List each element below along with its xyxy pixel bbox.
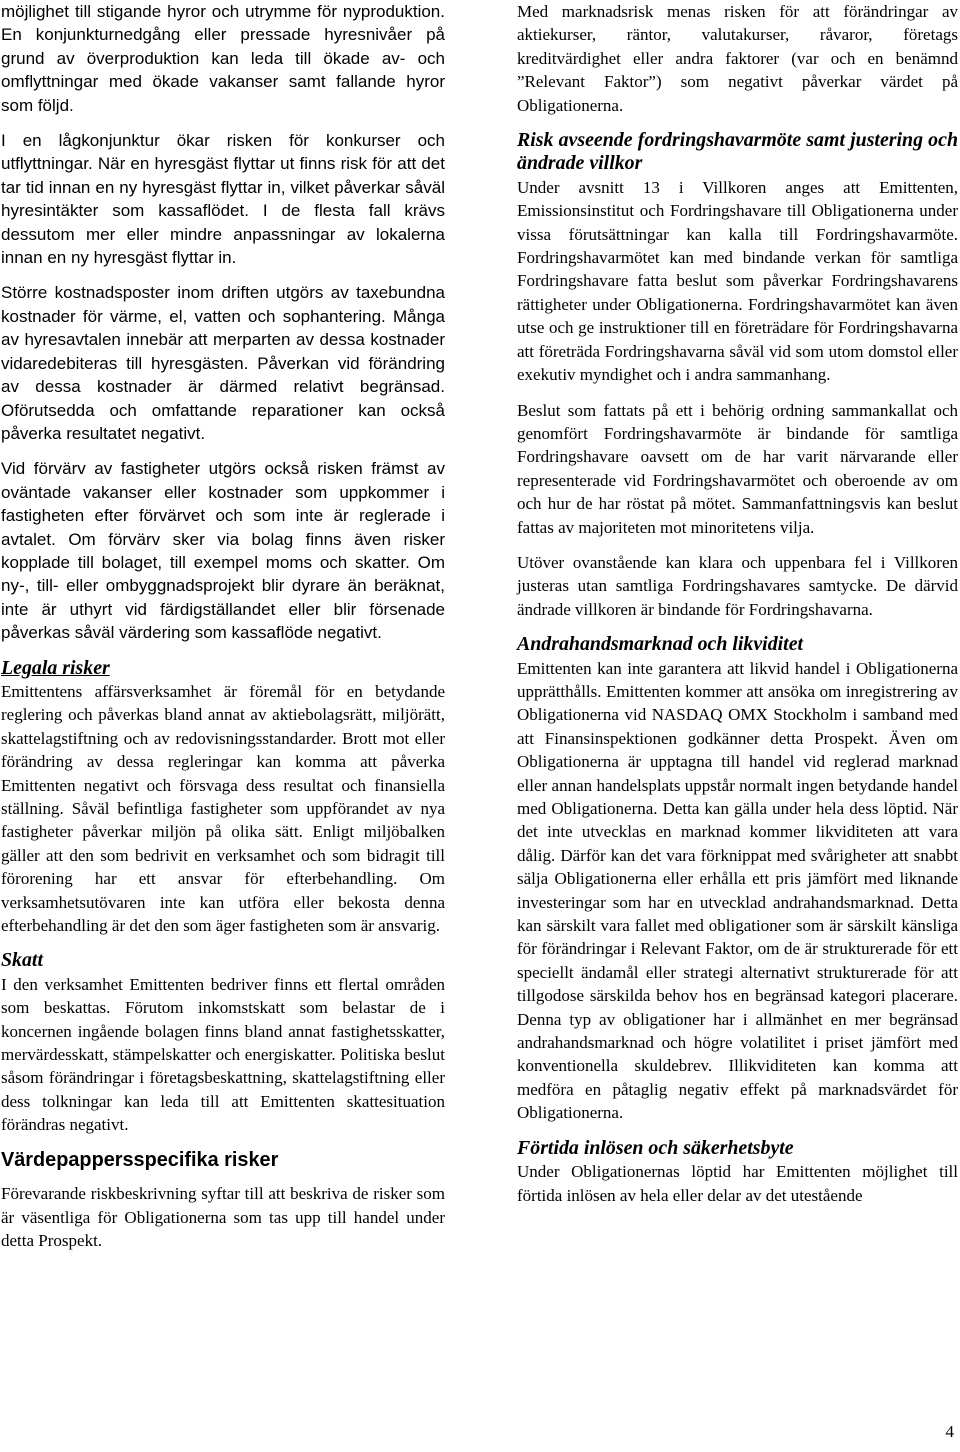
paragraph-securities-risks: Förevarande riskbeskrivning syftar till att beskriva de risker som är väsentliga för Obligationerna som tas upp till handel under detta Prospekt. [1, 1184, 445, 1250]
paragraph-acquisition-risk: Vid förvärv av fastigheter utgörs också risken främst av oväntade vakanser eller kostnader som uppkommer i fastigheten efter förvärvet och som inte är reglerade i avtalet. Om förvärv sker via bolag finns även risker kopplade till bolaget, till exempel moms och skatter. Om ny-, till- eller ombyggnadsprojekt blir dyrare än beräknat, inte är uthyrt vid färdigställandet eller blir försenade påverkas såväl värdering som kassaflöde negativt. [1, 459, 445, 643]
paragraph-market-risk: Med marknadsrisk menas risken för att förändringar av aktiekurser, räntor, valutakurser, råvaror, företags kreditvärdighet eller andra faktorer (var och en benämnd ”Relevant Faktor”) som negativt påverkar värdet på Obligationerna. [517, 2, 958, 115]
heading-bondholder-meeting: Risk avseende fordringshavarmöte samt justering och ändrade villkor [517, 129, 958, 175]
left-column [1, 0, 445, 1264]
heading-securities-risks: Värdepappersspecifika risker [1, 1148, 279, 1171]
right-column [517, 0, 958, 1207]
paragraph-operating-costs: Större kostnadsposter inom driften utgörs av taxebundna kostnader för värme, el, vatten och sophantering. Många av hyresavtalen innebär att merparten av dessa kostnader vidaredebiteras till hyresgästen. Påverkan vid förändring av dessa kostnader är därmed relativt begränsad. Oförutsedda och omfattande reparationer kan också påverka resultatet negativt. [1, 283, 445, 443]
paragraph-binding-decisions: Beslut som fattats på ett i behörig ordning sammankallat och genomfört Fordringshavarmöte är bindande för samtliga Fordringshavare oavsett om de har varit närvarande eller representerade vid Fordringshavarmötet och oberoende av om och hur de har röstat på mötet. Sammanfattningsvis kan beslut fattas av majoriteten mot minoritetens vilja. [517, 400, 958, 537]
paragraph-legal-risks: Emittentens affärsverksamhet är föremål för en betydande reglering och påverkas bland annat av aktiebolagsrätt, miljörätt, skattelagstiftning och av redovisningsstandarder. Brott mot eller förändring av dessa regleringar kan komma att påverka Emittenten negativt och försvaga dess resultat och finansiella ställning. Såväl befintliga fastigheter som uppförandet av nya fastigheter påverkar miljön på olika sätt. Enligt miljöbalken gäller att den som bedrivit en verksamhet och som bidragit till förorening har ett ansvar för efterbehandling. Om verksamhetsutövaren inte kan utföra eller bekosta denna efterbehandling är det den som äger fastigheten som är ansvarig. [1, 681, 445, 936]
paragraph-secondary-market: Emittenten kan inte garantera att likvid handel i Obligationerna upprätthålls. Emittenten kommer att ansöka om inregistrering av Obligationerna vid NASDAQ OMX Stockholm i samband med att Finansinspektionen godkänner detta Prospekt. Även om Obligationerna är upptagna till handel vid reglerad marknad eller annan handelsplats uppstår normalt ingen betydande handel med Obligationerna. Detta kan gälla under hela dess löptid. När det inte utvecklas en marknad kommer likviditeten att vara dålig. Därför kan det vara förknippat med svårigheter att snabbt sälja Obligationerna eller erhålla ett pris jämfört med liknande investeringar som har en utvecklad andrahandsmarknad. Detta kan särskilt vara fallet med obligationer som är särskilt känsliga för förändringar i Relevant Faktor, om de är strukturerade för ett speciellt ändamål eller strategi alternativt strukturerade för att tillgodose särskilda behov hos en begränsad kategori placerare. Denna typ av obligationer har i allmänhet en mer begränsad andrahandsmarknad och högre volatilitet i priset jämfört med konventionella skuldebrev. Illikviditeten kan komma att medföra en påtaglig negativ effekt på marknadsvärdet för Obligationerna. [517, 658, 958, 1123]
paragraph-recession-risk: I en lågkonjunktur ökar risken för konkurser och utflyttningar. När en hyresgäst flyttar ut finns risk för att det tar tid innan en ny hyresgäst flyttar in, vilket påverkar såväl hyresintäkter som kassaflödet. I de flesta fall krävs dessutom mer eller mindre anpassningar av lokalerna innan en ny hyresgäst flyttar in. [1, 131, 445, 268]
heading-tax: Skatt [1, 949, 43, 972]
paragraph-term-adjustments: Utöver ovanstående kan klara och uppenbara fel i Villkoren justeras utan samtliga Fordringshavares samtycke. De därvid ändrade villkoren är bindande för Fordringshavarna. [517, 552, 958, 619]
paragraph-market-outlook: möjlighet till stigande hyror och utrymme för nyproduktion. En konjunkturnedgång eller pressade hyresnivåer på grund av överproduktion kan leda till ökade av- och omflyttningar med ökade vakanser samt fallande hyror som följd. [1, 2, 445, 115]
heading-legal-risks: Legala risker [1, 656, 110, 679]
paragraph-early-redemption: Under Obligationernas löptid har Emittenten möjlighet till förtida inlösen av hela eller delar av det utestående [517, 1162, 958, 1205]
heading-early-redemption: Förtida inlösen och säkerhetsbyte [517, 1136, 794, 1159]
paragraph-bondholder-meeting: Under avsnitt 13 i Villkoren anges att Emittenten, Emissionsinstitut och Fordringshavare till Obligationerna under vissa förutsättningar kan kalla till Fordringshavarmöte. Fordringshavarmötet kan med bindande verkan för samtliga Fordringshavare fatta beslut som påverkar Fordringshavarens rättigheter under Obligationerna. Fordringshavarmötet kan även utse och ge instruktioner till en företrädare för Fordringshavarna att företräda Fordringshavarna såväl vid som utom domstol eller exekutiv myndighet och i andra sammanhang. [517, 177, 958, 385]
paragraph-tax: I den verksamhet Emittenten bedriver finns ett flertal områden som beskattas. Förutom inkomstskatt som belastar de i koncernen ingående bolagen finns bland annat fastighetsskatter, mervärdesskatt, stämpelskatter och energiskatter. Politiska beslut såsom förändringar i företagsbeskattning, skattelagstiftning eller dess tolkningar kan leda till att Emittenten skattesituation förändras negativt. [1, 974, 445, 1135]
heading-secondary-market: Andrahandsmarknad och likviditet [517, 633, 804, 656]
page-number: 4 [945, 1422, 954, 1441]
